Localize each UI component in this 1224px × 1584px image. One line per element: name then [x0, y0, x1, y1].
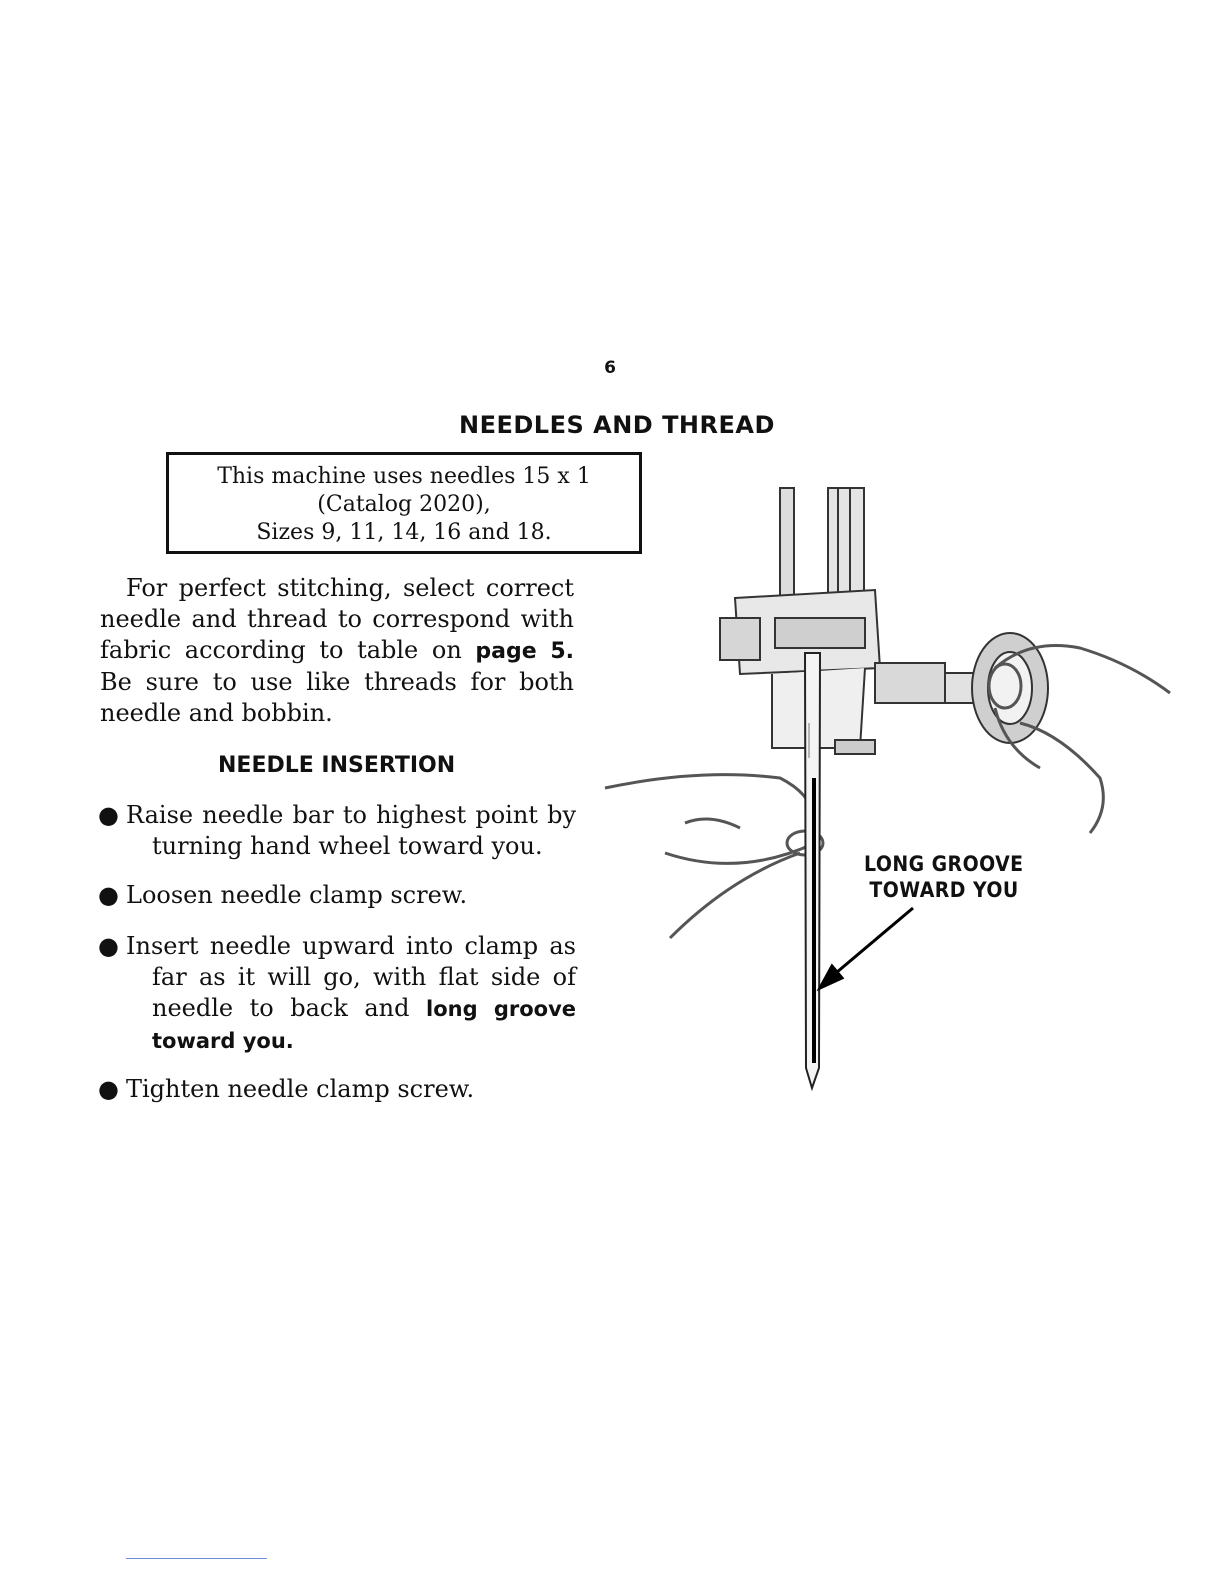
step-text: Tighten needle clamp screw.: [126, 1075, 475, 1103]
spec-line-1: This machine uses needles 15 x 1: [217, 464, 591, 489]
footer-rule: [126, 1558, 267, 1559]
needle-spec-box: [166, 452, 642, 554]
bullet-icon: ●: [98, 1075, 119, 1103]
section-title: NEEDLES AND THREAD: [459, 411, 775, 439]
callout-line-2: TOWARD YOU: [869, 878, 1019, 902]
step-item: [98, 880, 576, 911]
needle-insertion-heading: NEEDLE INSERTION: [218, 753, 456, 778]
intro-paragraph: [100, 573, 574, 729]
needle-icon: [805, 653, 820, 1088]
step-text: Raise needle bar to highest point by turning hand wheel toward you.: [126, 801, 576, 860]
callout-line-1: LONG GROOVE: [864, 852, 1024, 876]
step-item: [98, 800, 576, 862]
bullet-icon: ●: [98, 801, 119, 829]
page-number: 6: [604, 358, 616, 378]
left-hand-icon: [605, 775, 823, 938]
intro-text: For perfect stitching, select correct needle and thread to correspond with fabric according to table on: [100, 574, 574, 664]
page-reference: page 5.: [475, 639, 574, 664]
bullet-icon: ●: [98, 881, 119, 909]
intro-text-after: Be sure to use like threads for both needle and bobbin.: [100, 668, 574, 727]
step-bold-text: long groove toward you.: [152, 997, 577, 1053]
callout-arrow-icon: [820, 908, 913, 988]
step-text: Loosen needle clamp screw.: [126, 881, 468, 909]
spec-line-2: (Catalog 2020),: [317, 492, 491, 517]
long-groove-callout: [864, 851, 1024, 903]
step-text: Insert needle upward into clamp as far as it will go, with flat side of needle to back and: [126, 932, 576, 1022]
step-item: [98, 1074, 576, 1105]
step-text-wrapper: [98, 931, 576, 1057]
step-item: [98, 931, 576, 1057]
spec-line-3: Sizes 9, 11, 14, 16 and 18.: [256, 520, 552, 545]
needle-clamp-icon: [720, 590, 880, 754]
bullet-icon: ●: [98, 932, 119, 960]
needle-insertion-illustration: [600, 478, 1180, 1098]
